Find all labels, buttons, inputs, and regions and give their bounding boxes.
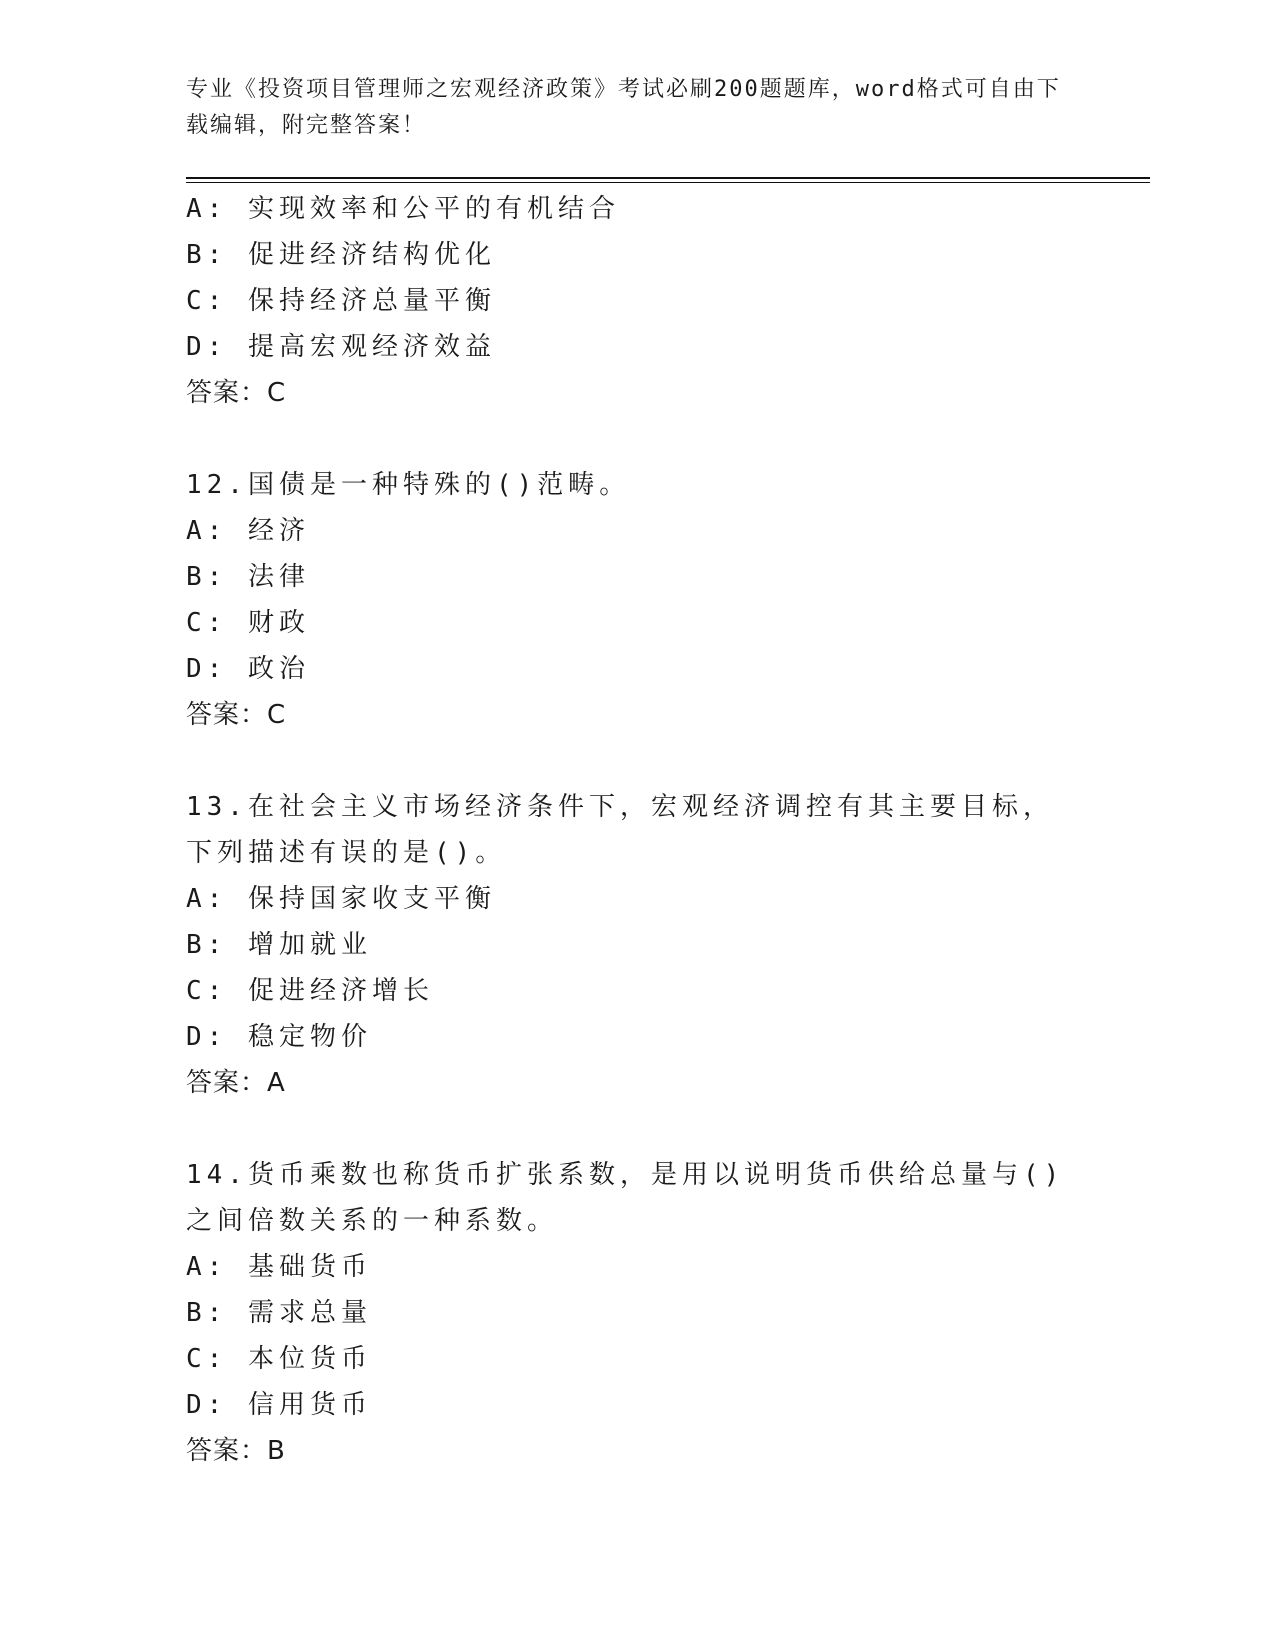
option-b: B: 法律 — [186, 562, 310, 592]
option-b: B: 增加就业 — [186, 930, 372, 960]
question-block-12 — [186, 462, 1066, 738]
answer-line: 答案：C — [186, 378, 287, 408]
spacer — [186, 416, 1066, 462]
header-divider-thin — [186, 182, 1150, 183]
question-content — [186, 186, 1066, 1474]
question-text: 12.国债是一种特殊的()范畴。 — [186, 470, 631, 500]
question-block-11 — [186, 186, 1066, 416]
option-d: D: 信用货币 — [186, 1390, 372, 1420]
spacer — [186, 1106, 1066, 1152]
document-header: 专业《投资项目管理师之宏观经济政策》考试必刷200题题库，word格式可自由下载编辑，附完整答案！ — [186, 77, 1061, 138]
question-text: 14.货币乘数也称货币扩张系数，是用以说明货币供给总量与()之间倍数关系的一种系数。 — [186, 1160, 1065, 1236]
option-c: C: 财政 — [186, 608, 310, 638]
option-b: B: 促进经济结构优化 — [186, 240, 496, 270]
option-a: A: 实现效率和公平的有机结合 — [186, 194, 620, 224]
option-d: D: 提高宏观经济效益 — [186, 332, 496, 362]
option-a: A: 经济 — [186, 516, 310, 546]
header-divider-thick — [186, 177, 1150, 179]
answer-line: 答案：C — [186, 700, 287, 730]
option-d: D: 政治 — [186, 654, 310, 684]
option-c: C: 本位货币 — [186, 1344, 372, 1374]
question-block-14 — [186, 1152, 1066, 1474]
option-a: A: 基础货币 — [186, 1252, 372, 1282]
question-text: 13.在社会主义市场经济条件下，宏观经济调控有其主要目标，下列描述有误的是()。 — [186, 792, 1054, 868]
option-a: A: 保持国家收支平衡 — [186, 884, 496, 914]
answer-line: 答案：B — [186, 1436, 286, 1466]
option-c: C: 保持经济总量平衡 — [186, 286, 496, 316]
option-d: D: 稳定物价 — [186, 1022, 372, 1052]
answer-line: 答案：A — [186, 1068, 286, 1098]
option-b: B: 需求总量 — [186, 1298, 372, 1328]
spacer — [186, 738, 1066, 784]
option-c: C: 促进经济增长 — [186, 976, 434, 1006]
question-block-13 — [186, 784, 1066, 1106]
